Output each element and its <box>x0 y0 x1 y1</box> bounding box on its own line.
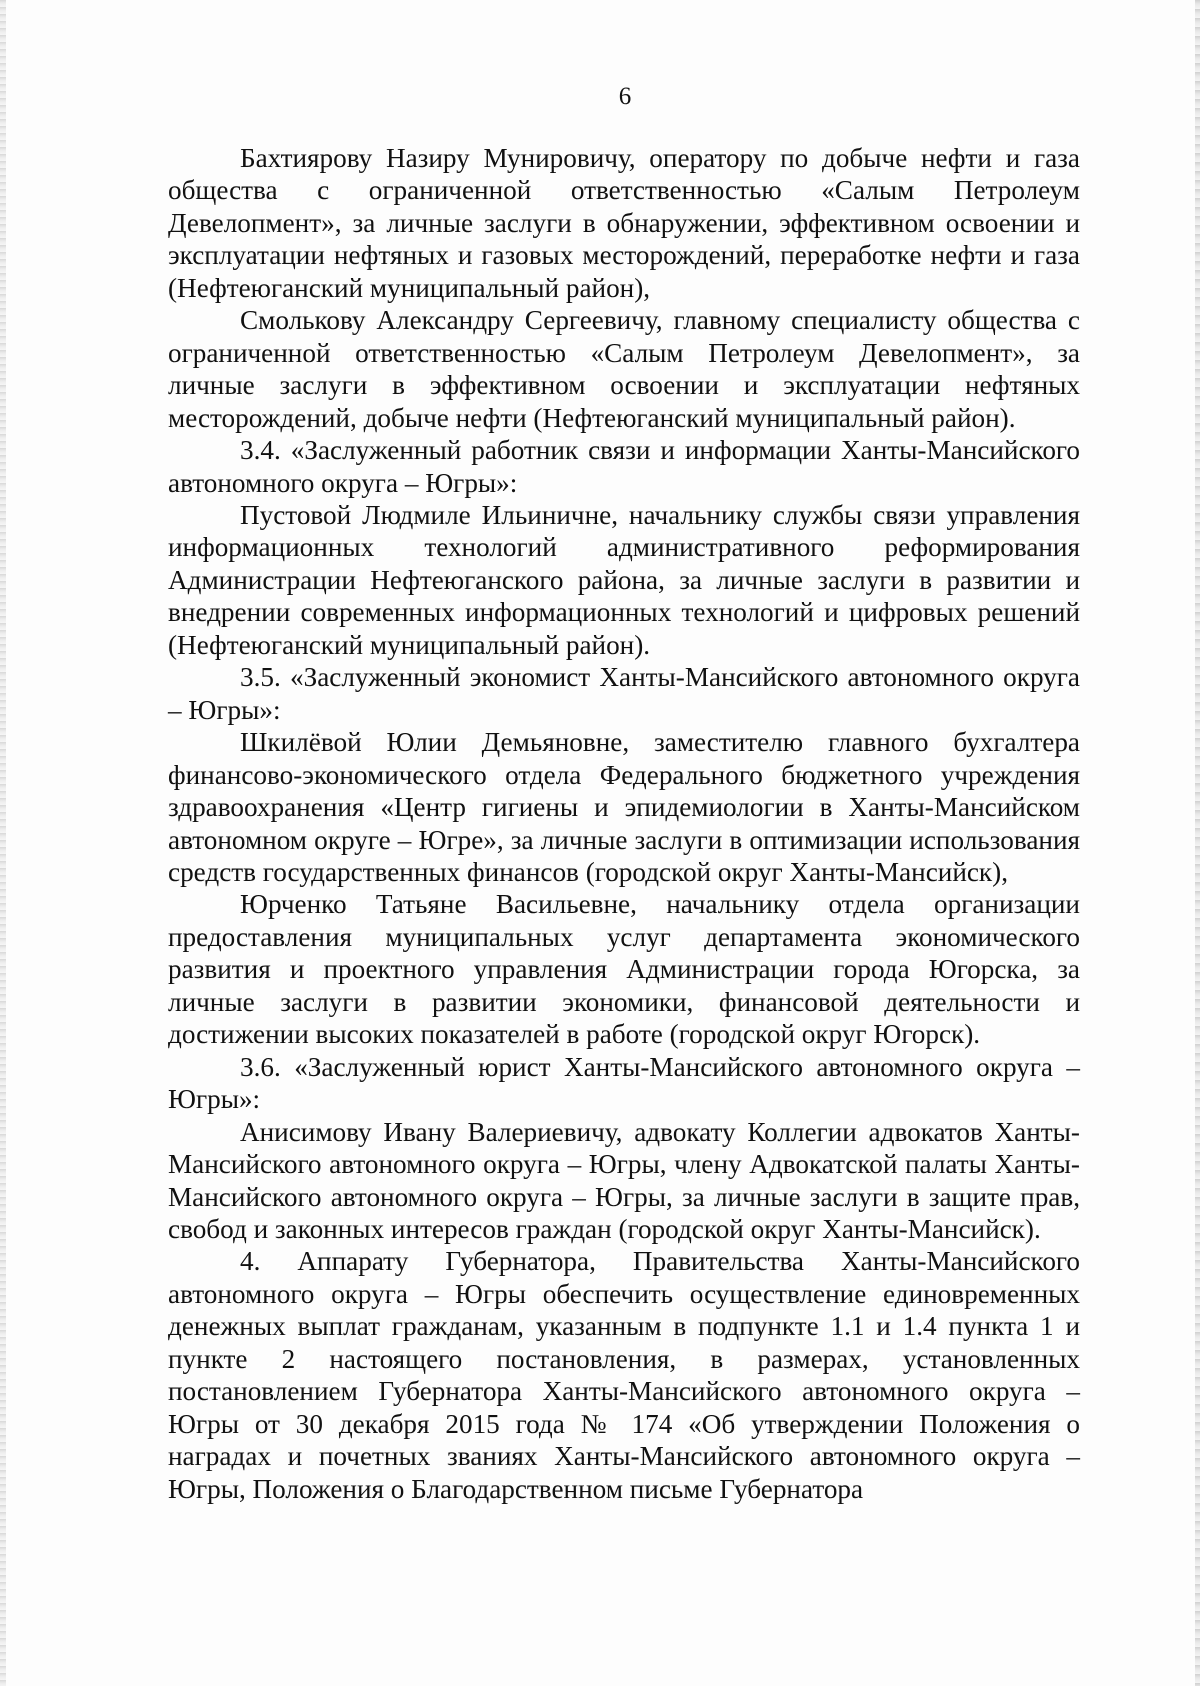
paragraph-smolkov: Смолькову Александру Сергеевичу, главному специалисту общества с ограниченной ответственностью «Салым Петролеум Девелопмент», за личные заслуги в эффективном освоении и эксплуатации нефтяных месторождений, добыче нефти (Нефтеюганский муниципальный район). <box>168 305 1080 433</box>
section-heading-3-4: 3.4. «Заслуженный работник связи и информации Ханты-Мансийского автономного округа – Югры»: <box>168 435 1080 498</box>
paragraph-yurchenko: Юрченко Татьяне Васильевне, начальнику отдела организации предоставления муниципальных услуг департамента экономического развития и проектного управления Администрации города Югорска, за личные заслуги в развитии экономики, финансовой деятельности и достижении высоких показателей в работе (городской округ Югорск). <box>168 889 1080 1050</box>
paragraph-item-4: 4. Аппарату Губернатора, Правительства Ханты-Мансийского автономного округа – Югры обеспечить осуществление единовременных денежных выплат гражданам, указанным в подпункте 1.1 и 1.4 пункта 1 и пункте 2 настоящего постановления, в размерах, установленных постановлением Губернатора Ханты-Мансийского автономного округа – Югры от 30 декабря 2015 года № 174 «Об утверждении Положения о наградах и почетных званиях Ханты-Мансийского автономного округа – Югры, Положения о Благодарственном письме Губернатора <box>168 1246 1080 1504</box>
paragraph-bakhtiyarov: Бахтиярову Назиру Мунировичу, оператору по добыче нефти и газа общества с ограниченной ответственностью «Салым Петролеум Девелопмент», за личные заслуги в обнаружении, эффективном освоении и эксплуатации нефтяных и газовых месторождений, переработке нефти и газа (Нефтеюганский муниципальный район), <box>168 143 1080 303</box>
paragraph-shkileva: Шкилёвой Юлии Демьяновне, заместителю главного бухгалтера финансово-экономического отдела Федерального бюджетного учреждения здравоохранения «Центр гигиены и эпидемиологии в Ханты-Мансийском автономном округе – Югре», за личные заслуги в оптимизации использования средств государственных финансов (городской округ Ханты-Мансийск), <box>168 727 1080 887</box>
paragraph-anisimov: Анисимову Ивану Валериевичу, адвокату Коллегии адвокатов Ханты-Мансийского автономного округа – Югры, члену Адвокатской палаты Ханты-Мансийского автономного округа – Югры, за личные заслуги в защите прав, свобод и законных интересов граждан (городской округ Ханты-Мансийск). <box>168 1116 1080 1244</box>
page-number: 6 <box>618 83 632 110</box>
scan-edge-left <box>0 0 6 1686</box>
document-body <box>168 142 1080 1505</box>
paragraph-pustovaya: Пустовой Людмиле Ильиничне, начальнику службы связи управления информационных технологий административного реформирования Администрации Нефтеюганского района, за личные заслуги в развитии и внедрении современных информационных технологий и цифровых решений (Нефтеюганский муниципальный район). <box>168 499 1080 660</box>
scan-edge-right <box>1195 0 1200 1686</box>
section-heading-3-6: 3.6. «Заслуженный юрист Ханты-Мансийского автономного округа – Югры»: <box>168 1051 1080 1115</box>
section-heading-3-5: 3.5. «Заслуженный экономист Ханты-Мансийского автономного округа – Югры»: <box>168 662 1080 725</box>
